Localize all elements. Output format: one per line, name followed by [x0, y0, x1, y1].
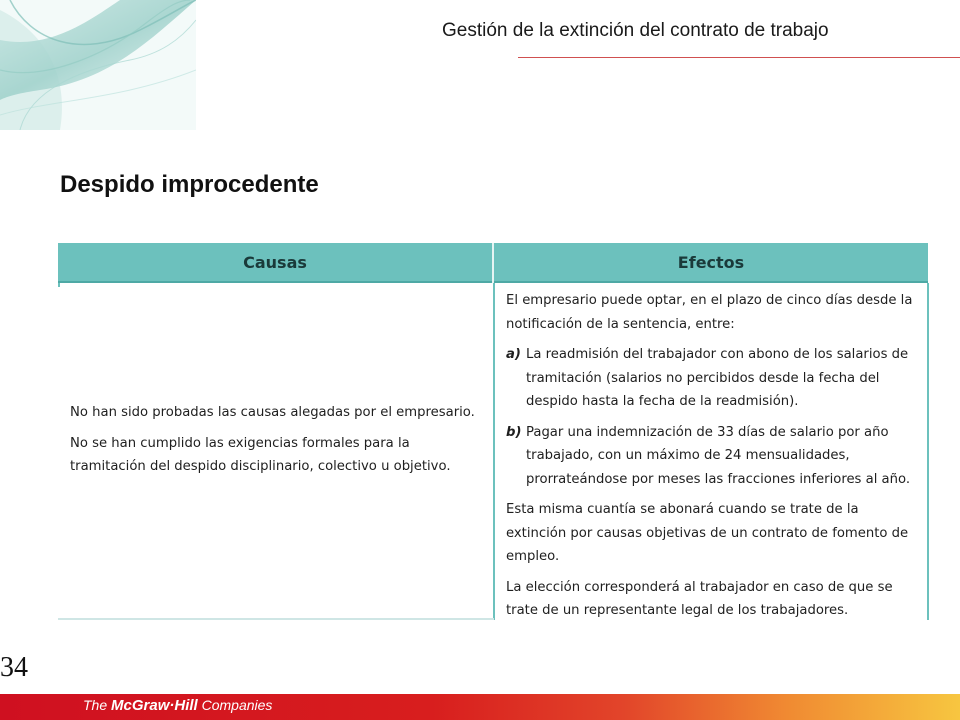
footer-bar: [0, 694, 960, 720]
column-header-causas: Causas: [243, 253, 307, 272]
efecto-option-a: [506, 343, 922, 414]
efectos-note: La elección corresponderá al trabajador en caso de que se trate de un representante legal de los trabajadores.: [506, 579, 893, 618]
causa-item: No han sido probadas las causas alegadas por el empresario.: [70, 405, 475, 420]
table-column-divider: [493, 283, 495, 620]
despido-table: [58, 243, 930, 620]
option-text: La readmisión del trabajador con abono de los salarios de tramitación (salarios no percibidos desde la fecha del despido hasta la fecha de la readmisión).: [526, 347, 909, 409]
section-title: Despido improcedente: [60, 171, 319, 198]
table-right-border: [927, 283, 929, 620]
decorative-swirl-graphic: [0, 0, 196, 130]
efectos-cell: [506, 289, 922, 630]
table-bottom-border: [58, 618, 494, 620]
table-header-row: [58, 243, 928, 283]
efectos-intro: El empresario puede optar, en el plazo de cinco días desde la notificación de la sentencia, entre:: [506, 293, 913, 332]
publisher-logo: [83, 697, 272, 714]
column-header-efectos: Efectos: [677, 253, 745, 272]
brand-prefix: The: [83, 697, 112, 713]
efectos-note: Esta misma cuantía se abonará cuando se trate de la extinción por causas objetivas de un contrato de fomento de empleo.: [506, 502, 909, 564]
brand-suffix: Companies: [197, 697, 273, 713]
option-text: Pagar una indemnización de 33 días de salario por año trabajado, con un máximo de 24 mensualidades, prorrateándose por meses las fracciones inferiores al año.: [526, 424, 911, 487]
page-number: 34: [0, 652, 28, 683]
brand-name: McGraw·Hill: [111, 697, 198, 714]
causa-item: No se han cumplido las exigencias formales para la tramitación del despido disciplinario, colectivo u objetivo.: [70, 435, 451, 474]
option-marker: a): [506, 347, 521, 362]
causas-cell: [70, 401, 486, 486]
efecto-option-b: [506, 421, 922, 492]
option-marker: b): [506, 424, 522, 440]
header-title: Gestión de la extinción del contrato de trabajo: [442, 20, 829, 41]
header-divider: [518, 57, 960, 58]
table-left-border: [58, 283, 60, 287]
